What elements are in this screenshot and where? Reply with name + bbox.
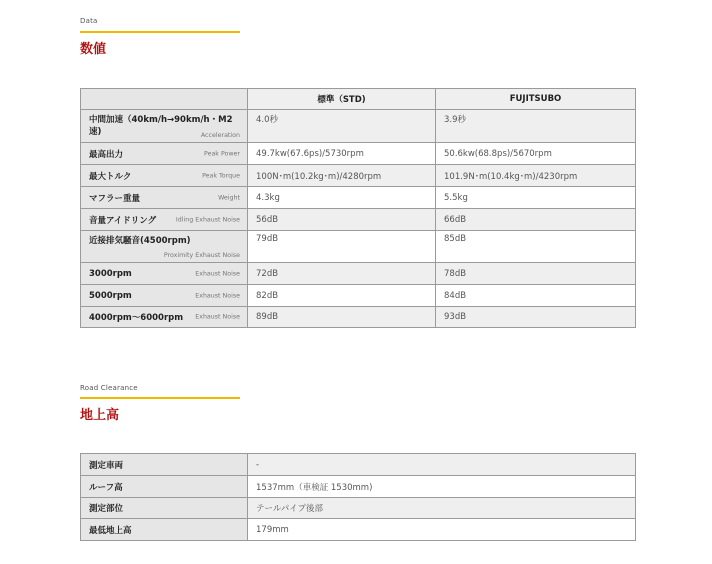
row-sub-label: Exhaust Noise (195, 292, 240, 299)
section-title-clearance: 地上高 (80, 408, 120, 423)
row-label-text: 中間加速（40km/h→90km/h・M2速) (89, 115, 233, 137)
row-label (81, 307, 248, 328)
section-rule-data (80, 31, 240, 33)
table-row (81, 285, 636, 307)
row-sub-label: Peak Power (204, 150, 240, 157)
row-label (81, 110, 248, 143)
table-row (81, 263, 636, 285)
row-sub-label: Weight (218, 194, 240, 201)
row-label (81, 285, 248, 307)
row-label-text: 5000rpm (89, 290, 132, 301)
table-row (81, 143, 636, 165)
table-row (81, 187, 636, 209)
data-table-header (81, 89, 636, 110)
table-row (81, 498, 636, 519)
row-label: 最低地上高 (81, 519, 248, 541)
cell-std: 100N･m(10.2kg･m)/4280rpm (248, 165, 436, 187)
cell-std: 79dB (248, 231, 436, 263)
table-row (81, 165, 636, 187)
row-sub-label: Proximity Exhaust Noise (163, 252, 240, 259)
table-row (81, 209, 636, 231)
row-label (81, 187, 248, 209)
cell-std: 56dB (248, 209, 436, 231)
row-label-text: 最高出力 (89, 149, 124, 160)
cell-fujitsubo: 50.6kw(68.8ps)/5670rpm (436, 143, 636, 165)
table-row (81, 476, 636, 498)
cell-fujitsubo: 85dB (436, 231, 636, 263)
table-row (81, 307, 636, 328)
row-label: ルーフ高 (81, 476, 248, 498)
row-label-text: マフラー重量 (89, 193, 141, 204)
header-blank (81, 89, 248, 110)
row-sub-label: Exhaust Noise (195, 270, 240, 277)
row-label (81, 263, 248, 285)
cell-std: 4.0秒 (248, 110, 436, 143)
header-std: 標準（STD) (248, 89, 436, 110)
cell-fujitsubo: 78dB (436, 263, 636, 285)
cell-fujitsubo: 5.5kg (436, 187, 636, 209)
row-label-text: 近接排気騒音(4500rpm) (89, 236, 191, 246)
row-label (81, 143, 248, 165)
row-label-text: 最大トルク (89, 171, 132, 182)
cell-std: 4.3kg (248, 187, 436, 209)
row-label (81, 165, 248, 187)
row-label (81, 231, 248, 263)
cell-std: 72dB (248, 263, 436, 285)
row-sub-label: Exhaust Noise (195, 313, 240, 321)
cell-value: テールパイプ後部 (248, 498, 636, 519)
table-row (81, 454, 636, 476)
row-sub-label: Idling Exhaust Noise (175, 216, 240, 223)
section-label-clearance: Road Clearance (80, 384, 138, 392)
cell-fujitsubo: 101.9N･m(10.4kg･m)/4230rpm (436, 165, 636, 187)
table-row (81, 231, 636, 263)
cell-std: 82dB (248, 285, 436, 307)
row-label: 測定部位 (81, 498, 248, 519)
cell-value: 1537mm（車検証 1530mm) (248, 476, 636, 498)
cell-fujitsubo: 66dB (436, 209, 636, 231)
cell-std: 89dB (248, 307, 436, 328)
cell-std: 49.7kw(67.6ps)/5730rpm (248, 143, 436, 165)
row-label-text: 音量アイドリング (89, 215, 157, 226)
cell-fujitsubo: 84dB (436, 285, 636, 307)
row-sub-label: Peak Torque (202, 172, 240, 179)
table-row (81, 110, 636, 143)
row-label: 測定車両 (81, 454, 248, 476)
table-row (81, 519, 636, 541)
data-table (80, 88, 636, 328)
cell-fujitsubo: 3.9秒 (436, 110, 636, 143)
row-label-text: 4000rpm～6000rpm (89, 313, 184, 323)
section-label-data: Data (80, 17, 98, 25)
header-fujitsubo: FUJITSUBO (436, 89, 636, 110)
row-label-text: 3000rpm (89, 268, 132, 279)
cell-value: - (248, 454, 636, 476)
row-sub-label: Acceleration (200, 132, 240, 139)
cell-fujitsubo: 93dB (436, 307, 636, 328)
clearance-table (80, 453, 636, 541)
section-title-data: 数値 (80, 42, 107, 57)
row-label (81, 209, 248, 231)
section-rule-clearance (80, 397, 240, 399)
cell-value: 179mm (248, 519, 636, 541)
